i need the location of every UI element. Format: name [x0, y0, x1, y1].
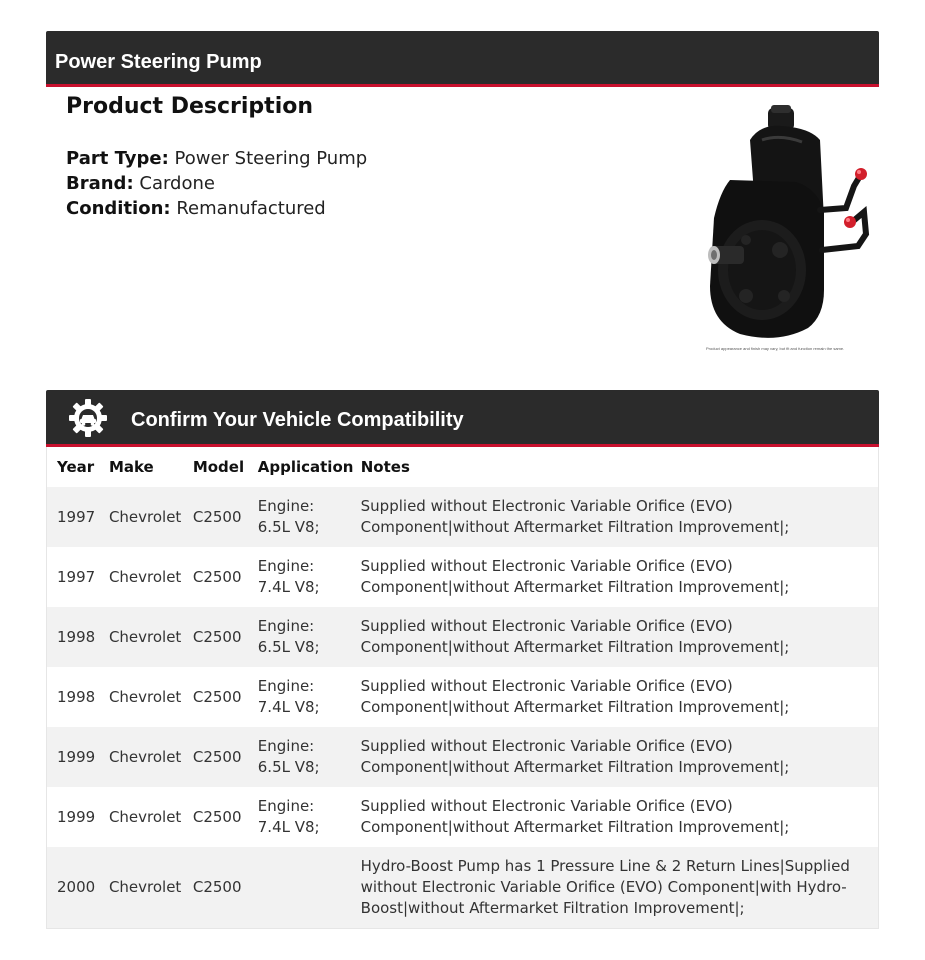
cell-year: 1998 [57, 687, 96, 706]
table-row [47, 607, 878, 667]
product-spec-list [66, 146, 367, 221]
spec-value: Cardone [139, 173, 215, 194]
power-steering-pump-image [700, 100, 870, 360]
cell-model: C2500 [192, 747, 242, 766]
product-description-heading: Product Description [66, 94, 314, 119]
spec-part-type [66, 146, 367, 171]
cell-notes: Supplied without Electronic Variable Orifice (EVO) Component|without Aftermarket Filtration Improvement|; [360, 797, 790, 836]
spec-condition [66, 196, 367, 221]
table-header-row [47, 447, 878, 487]
cell-make: Chevrolet [108, 627, 182, 646]
cell-make: Chevrolet [108, 807, 182, 826]
compatibility-title: Confirm Your Vehicle Compatibility [131, 409, 464, 431]
cell-model: C2500 [192, 687, 242, 706]
cell-year: 2000 [57, 878, 96, 896]
gear-car-icon [68, 398, 108, 438]
cell-notes: Supplied without Electronic Variable Orifice (EVO) Component|without Aftermarket Filtration Improvement|; [360, 557, 790, 596]
product-image-caption: Product appearance and finish may vary, but fit and function remain the same. [706, 346, 845, 351]
cell-notes: Supplied without Electronic Variable Orifice (EVO) Component|without Aftermarket Filtration Improvement|; [360, 737, 790, 776]
cell-notes: Supplied without Electronic Variable Orifice (EVO) Component|without Aftermarket Filtration Improvement|; [360, 617, 790, 656]
cell-make: Chevrolet [108, 507, 182, 526]
cell-application: Engine: 6.5L V8; [257, 617, 320, 656]
cell-year: 1999 [57, 807, 96, 826]
cell-notes: Supplied without Electronic Variable Orifice (EVO) Component|without Aftermarket Filtration Improvement|; [360, 497, 790, 536]
cell-model: C2500 [192, 567, 242, 586]
cell-application: Engine: 6.5L V8; [257, 497, 320, 536]
column-header-notes: Notes [360, 458, 410, 476]
cell-make: Chevrolet [108, 567, 182, 586]
cell-application: Engine: 7.4L V8; [257, 677, 320, 716]
spec-label: Brand: [66, 173, 134, 194]
column-header-year: Year [57, 458, 95, 476]
column-header-model: Model [192, 458, 245, 476]
table-row [47, 667, 878, 727]
cell-make: Chevrolet [108, 747, 182, 766]
spec-label: Condition: [66, 198, 171, 219]
cell-make: Chevrolet [108, 687, 182, 706]
cell-make: Chevrolet [108, 878, 182, 896]
cell-model: C2500 [192, 507, 242, 526]
column-header-make: Make [108, 458, 154, 476]
spec-label: Part Type: [66, 148, 169, 169]
cell-model: C2500 [192, 878, 242, 896]
cell-year: 1998 [57, 627, 96, 646]
compatibility-table [46, 447, 879, 929]
table-row [47, 727, 878, 787]
cell-application: Engine: 6.5L V8; [257, 737, 320, 776]
cell-year: 1997 [57, 507, 96, 526]
product-title-bar [46, 31, 879, 87]
table-row [47, 547, 878, 607]
cell-model: C2500 [192, 627, 242, 646]
cell-application: Engine: 7.4L V8; [257, 797, 320, 836]
product-title: Power Steering Pump [55, 51, 262, 73]
spec-brand [66, 171, 367, 196]
table-row [47, 847, 878, 928]
column-header-application: Application [257, 458, 354, 476]
cell-model: C2500 [192, 807, 242, 826]
cell-notes: Supplied without Electronic Variable Orifice (EVO) Component|without Aftermarket Filtration Improvement|; [360, 677, 790, 716]
cell-year: 1997 [57, 567, 96, 586]
compatibility-header [46, 390, 879, 447]
cell-year: 1999 [57, 747, 96, 766]
cell-notes: Hydro-Boost Pump has 1 Pressure Line & 2 Return Lines|Supplied without Electronic Variable Orifice (EVO) Component|with Hydro-Boost|without Aftermarket Filtration Improvement|; [360, 857, 850, 917]
spec-value: Remanufactured [176, 198, 326, 219]
table-row [47, 787, 878, 847]
table-row [47, 487, 878, 547]
spec-value: Power Steering Pump [174, 148, 368, 169]
cell-application: Engine: 7.4L V8; [257, 557, 320, 596]
